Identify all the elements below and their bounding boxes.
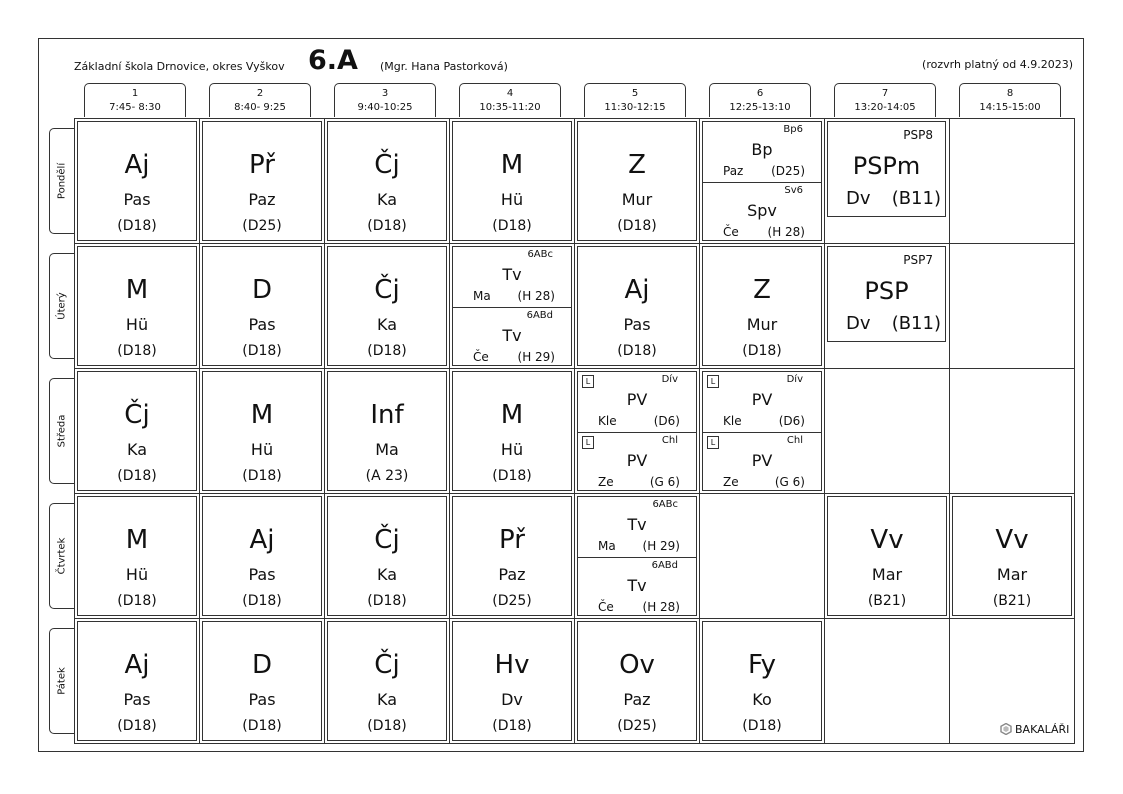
day-label-3	[49, 378, 74, 484]
lesson-room: (D18)	[117, 468, 157, 484]
lesson-cell[interactable]	[327, 621, 447, 741]
period-number: 3	[381, 88, 389, 99]
lesson-cell[interactable]	[452, 621, 572, 741]
period-time: 10:35-11:20	[479, 102, 541, 113]
period-time: 14:15-15:00	[979, 102, 1041, 113]
period-number: 8	[1006, 88, 1014, 99]
grid-line-vertical	[824, 119, 825, 743]
period-time: 11:30-12:15	[604, 102, 666, 113]
lesson-room: (H 28)	[642, 600, 680, 614]
period-header-5	[584, 83, 686, 117]
lesson-subject: D	[251, 275, 273, 305]
lesson-teacher: Ma	[473, 289, 491, 303]
lesson-subject: PSP	[864, 277, 909, 305]
lesson-room: (H 29)	[517, 350, 555, 364]
lesson-teacher: Hü	[250, 440, 274, 459]
class-name: 6.A	[308, 45, 358, 76]
lesson-room: (D18)	[367, 218, 407, 234]
lesson-room: (D18)	[617, 343, 657, 359]
lesson-subject: Z	[753, 275, 771, 305]
period-number: 1	[131, 88, 139, 99]
lesson-subject: Čj	[374, 650, 400, 680]
lesson-group: 6ABc	[527, 249, 553, 260]
lesson-half[interactable]	[703, 182, 821, 243]
lesson-cell[interactable]	[577, 371, 697, 491]
timetable-grid	[74, 118, 1075, 744]
period-header-3	[334, 83, 436, 117]
lesson-teacher: Ma	[598, 539, 616, 553]
period-header-8	[959, 83, 1061, 117]
day-label-1	[49, 128, 74, 234]
lesson-half[interactable]	[578, 372, 696, 432]
lesson-subject: PV	[751, 451, 773, 470]
lesson-room: (D18)	[242, 718, 282, 734]
lesson-subject: Vv	[870, 525, 904, 555]
lesson-teacher: Ka	[376, 565, 397, 584]
lesson-teacher: Paz	[723, 164, 744, 178]
lesson-subject: Hv	[494, 650, 530, 680]
lesson-teacher: Pas	[123, 690, 151, 709]
lesson-cell[interactable]	[577, 246, 697, 366]
lesson-subject: Čj	[124, 400, 150, 430]
lesson-subject: M	[125, 275, 149, 305]
lesson-room: (A 23)	[365, 468, 409, 484]
lesson-group: Dív	[661, 374, 678, 385]
lesson-room: (D18)	[242, 593, 282, 609]
lesson-subject: M	[500, 400, 524, 430]
lesson-subject: Tv	[502, 265, 522, 284]
lesson-room: (D18)	[117, 343, 157, 359]
lesson-teacher: Hü	[500, 440, 524, 459]
lesson-teacher: Mar	[996, 565, 1028, 584]
lesson-subject: Čj	[374, 525, 400, 555]
bakalari-logo	[1000, 723, 1069, 736]
lesson-subject: Čj	[374, 275, 400, 305]
lesson-subject: Spv	[747, 201, 777, 220]
lesson-subject: Aj	[124, 150, 150, 180]
lesson-teacher: Ko	[752, 690, 772, 709]
lesson-teacher: Kle	[598, 414, 617, 428]
period-header-6	[709, 83, 811, 117]
lesson-mark: L	[707, 375, 719, 388]
lesson-teacher: Ze	[598, 475, 614, 489]
day-name: Pátek	[56, 667, 68, 695]
day-label-5	[49, 628, 74, 734]
day-name: Pondělí	[56, 162, 68, 200]
lesson-teacher: Paz	[623, 690, 651, 709]
lesson-half[interactable]	[578, 557, 696, 618]
lesson-group: Sv6	[784, 185, 803, 196]
logo-text: BAKALÁŘI	[1015, 723, 1070, 736]
lesson-cell[interactable]	[702, 121, 822, 241]
lesson-room: (D18)	[617, 218, 657, 234]
day-label-2	[49, 253, 74, 359]
lesson-room: (B21)	[867, 593, 907, 609]
lesson-room: (D18)	[367, 343, 407, 359]
lesson-subject: Tv	[627, 515, 647, 534]
lesson-cell[interactable]	[327, 371, 447, 491]
lesson-cell[interactable]	[327, 246, 447, 366]
lesson-room: (D18)	[367, 593, 407, 609]
lesson-group: Chl	[661, 435, 678, 446]
lesson-cell[interactable]	[702, 621, 822, 741]
lesson-subject: M	[125, 525, 149, 555]
period-header-1	[84, 83, 186, 117]
lesson-group: Dív	[786, 374, 803, 385]
lesson-subject: Inf	[370, 400, 404, 430]
period-number: 7	[881, 88, 889, 99]
lesson-subject: PSPm	[852, 152, 921, 180]
lesson-teacher: Pas	[123, 190, 151, 209]
lesson-teacher: Hü	[500, 190, 524, 209]
lesson-teacher: Ka	[376, 315, 397, 334]
lesson-cell[interactable]	[77, 496, 197, 616]
day-label-4	[49, 503, 74, 609]
lesson-room: (D18)	[117, 593, 157, 609]
lesson-teacher: Ka	[126, 440, 147, 459]
lesson-teacher: Če	[473, 350, 489, 364]
grid-line-vertical	[949, 119, 950, 743]
lesson-teacher: Ze	[723, 475, 739, 489]
hexagon-logo-icon	[1000, 723, 1012, 735]
school-name: Základní škola Drnovice, okres Vyškov	[74, 60, 285, 73]
lesson-subject: Vv	[995, 525, 1029, 555]
lesson-teacher: Pas	[248, 565, 276, 584]
lesson-teacher: Hü	[125, 565, 149, 584]
lesson-subject: Ov	[619, 650, 655, 680]
lesson-subject: Tv	[627, 576, 647, 595]
lesson-subject: Čj	[374, 150, 400, 180]
lesson-teacher: Ka	[376, 190, 397, 209]
lesson-room: (D18)	[242, 468, 282, 484]
lesson-half[interactable]	[453, 247, 571, 307]
lesson-teacher: Paz	[498, 565, 526, 584]
lesson-group: 6ABc	[652, 499, 678, 510]
lesson-teacher: Mur	[746, 315, 778, 334]
lesson-cell[interactable]	[827, 121, 946, 217]
lesson-subject: Př	[499, 525, 525, 555]
lesson-teacher: Hü	[125, 315, 149, 334]
lesson-subject: Aj	[249, 525, 275, 555]
lesson-teacher: Ka	[376, 690, 397, 709]
lesson-room: (D18)	[742, 343, 782, 359]
grid-line-horizontal	[75, 493, 1074, 494]
lesson-subject: M	[500, 150, 524, 180]
lesson-teacher: Mar	[871, 565, 903, 584]
grid-line-horizontal	[75, 243, 1074, 244]
lesson-subject: M	[250, 400, 274, 430]
lesson-cell[interactable]	[327, 121, 447, 241]
grid-line-vertical	[324, 119, 325, 743]
period-time: 7:45- 8:30	[109, 102, 161, 113]
lesson-half[interactable]	[578, 432, 696, 493]
class-teacher: (Mgr. Hana Pastorková)	[380, 60, 508, 73]
lesson-group: PSP7	[903, 253, 933, 267]
grid-line-vertical	[574, 119, 575, 743]
lesson-subject: Př	[249, 150, 275, 180]
period-header-4	[459, 83, 561, 117]
grid-line-vertical	[699, 119, 700, 743]
lesson-cell[interactable]	[702, 371, 822, 491]
grid-line-vertical	[199, 119, 200, 743]
lesson-group: PSP8	[903, 128, 933, 142]
lesson-cell[interactable]	[577, 496, 697, 616]
lesson-cell[interactable]	[327, 496, 447, 616]
lesson-teacher: Pas	[623, 315, 651, 334]
lesson-cell[interactable]	[202, 371, 322, 491]
period-time: 8:40- 9:25	[234, 102, 286, 113]
lesson-room: (D25)	[492, 593, 532, 609]
lesson-group: Chl	[786, 435, 803, 446]
lesson-half[interactable]	[578, 497, 696, 557]
lesson-teacher: Če	[598, 600, 614, 614]
lesson-cell[interactable]	[202, 121, 322, 241]
lesson-cell[interactable]	[952, 496, 1072, 616]
lesson-subject: Tv	[502, 326, 522, 345]
lesson-cell[interactable]	[202, 621, 322, 741]
period-number: 6	[756, 88, 764, 99]
grid-line-horizontal	[75, 618, 1074, 619]
lesson-half[interactable]	[703, 372, 821, 432]
lesson-room: (D18)	[367, 718, 407, 734]
lesson-teacher: Pas	[248, 315, 276, 334]
lesson-subject: Fy	[748, 650, 776, 680]
lesson-room: (G 6)	[774, 475, 805, 489]
lesson-subject: Aj	[124, 650, 150, 680]
lesson-room: (D25)	[242, 218, 282, 234]
lesson-room: (D18)	[117, 218, 157, 234]
lesson-cell[interactable]	[202, 246, 322, 366]
lesson-room: (D6)	[778, 414, 805, 428]
lesson-cell[interactable]	[77, 371, 197, 491]
lesson-group: 6ABd	[651, 560, 678, 571]
period-number: 5	[631, 88, 639, 99]
validity-date: (rozvrh platný od 4.9.2023)	[922, 58, 1073, 71]
lesson-half[interactable]	[453, 307, 571, 368]
lesson-room: (D18)	[117, 718, 157, 734]
lesson-cell[interactable]	[452, 371, 572, 491]
lesson-half[interactable]	[703, 122, 821, 182]
lesson-mark: L	[582, 375, 594, 388]
lesson-room: (H 28)	[517, 289, 555, 303]
lesson-cell[interactable]	[702, 246, 822, 366]
lesson-room: (D25)	[771, 164, 805, 178]
lesson-room: (D18)	[492, 718, 532, 734]
lesson-subject: PV	[626, 390, 648, 409]
lesson-teacher: Dv	[501, 690, 523, 709]
lesson-subject: D	[251, 650, 273, 680]
lesson-half[interactable]	[703, 432, 821, 493]
period-time: 12:25-13:10	[729, 102, 791, 113]
lesson-room: (B11)	[891, 188, 941, 209]
lesson-room: (H 29)	[642, 539, 680, 553]
lesson-subject: Z	[628, 150, 646, 180]
lesson-room: (D25)	[617, 718, 657, 734]
lesson-room: (D6)	[653, 414, 680, 428]
period-number: 2	[256, 88, 264, 99]
lesson-room: (D18)	[742, 718, 782, 734]
lesson-cell[interactable]	[77, 246, 197, 366]
lesson-group: 6ABd	[526, 310, 553, 321]
lesson-room: (D18)	[242, 343, 282, 359]
lesson-teacher: Če	[723, 225, 739, 239]
lesson-subject: Aj	[624, 275, 650, 305]
lesson-teacher: Pas	[248, 690, 276, 709]
grid-line-vertical	[449, 119, 450, 743]
lesson-cell[interactable]	[77, 621, 197, 741]
lesson-subject: Bp	[751, 140, 773, 159]
lesson-room: (B21)	[992, 593, 1032, 609]
period-time: 13:20-14:05	[854, 102, 916, 113]
day-name: Středa	[56, 414, 68, 448]
grid-line-horizontal	[75, 368, 1074, 369]
lesson-cell[interactable]	[452, 496, 572, 616]
lesson-cell[interactable]	[202, 496, 322, 616]
lesson-teacher: Paz	[248, 190, 276, 209]
lesson-mark: L	[707, 436, 719, 449]
lesson-teacher: Dv	[846, 188, 871, 209]
lesson-mark: L	[582, 436, 594, 449]
lesson-room: (H 28)	[767, 225, 805, 239]
lesson-cell[interactable]	[827, 496, 947, 616]
day-name: Čtvrtek	[56, 537, 68, 575]
period-header-2	[209, 83, 311, 117]
lesson-room: (G 6)	[649, 475, 680, 489]
lesson-cell[interactable]	[77, 121, 197, 241]
period-number: 4	[506, 88, 514, 99]
period-time: 9:40-10:25	[357, 102, 413, 113]
lesson-teacher: Dv	[846, 313, 871, 334]
lesson-cell[interactable]	[577, 121, 697, 241]
lesson-cell[interactable]	[577, 621, 697, 741]
lesson-room: (B11)	[891, 313, 941, 334]
lesson-cell[interactable]	[827, 246, 946, 342]
lesson-subject: PV	[751, 390, 773, 409]
lesson-teacher: Mur	[621, 190, 653, 209]
lesson-cell[interactable]	[452, 246, 572, 366]
lesson-teacher: Kle	[723, 414, 742, 428]
lesson-room: (D18)	[492, 468, 532, 484]
lesson-teacher: Ma	[375, 440, 399, 459]
period-header-7	[834, 83, 936, 117]
lesson-room: (D18)	[492, 218, 532, 234]
lesson-subject: PV	[626, 451, 648, 470]
day-name: Úterý	[56, 292, 68, 320]
lesson-group: Bp6	[783, 124, 803, 135]
lesson-cell[interactable]	[452, 121, 572, 241]
